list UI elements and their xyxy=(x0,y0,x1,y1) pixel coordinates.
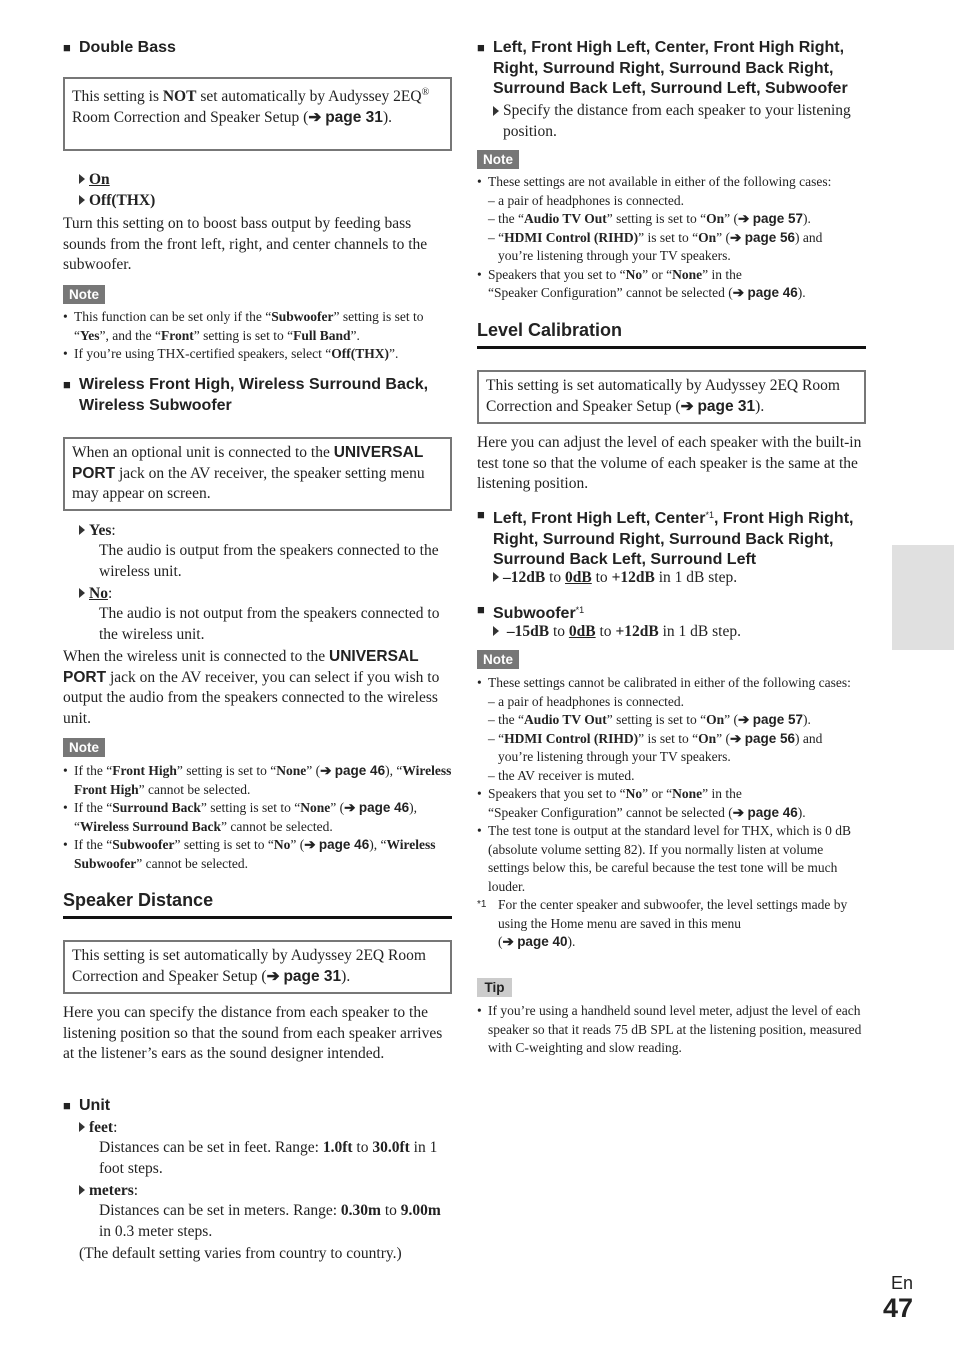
option-feet-description: Distances can be set in feet. Range: 1.0ft to 30.0ft in 1 foot steps. xyxy=(99,1139,438,1177)
speaker-distance-heading: Speaker Distance xyxy=(63,890,452,919)
triangle-bullet-icon xyxy=(79,1122,85,1132)
language-label: En xyxy=(890,1273,913,1293)
page-number: 47 xyxy=(883,1293,914,1323)
option-yes: Yes: xyxy=(79,521,452,542)
distance-speakers-heading: ■ Left, Front High Left, Center, Front High Right, Right, Surround Right, Surround Back Right, Surround Back Left, Surround Left, Subwoofer xyxy=(477,39,848,97)
speaker-distance-info-box: This setting is set automatically by Audyssey 2EQ Room Correction and Speaker Setup (➔ page 31). xyxy=(63,940,452,994)
default-setting-note: (The default setting varies from country to country.) xyxy=(79,1245,402,1262)
wireless-description: When the wireless unit is connected to the UNIVERSAL PORT jack on the AV receiver, you can select if you wish to output the audio from the speakers connected to the wireless unit. xyxy=(63,648,440,727)
triangle-bullet-icon xyxy=(79,1185,85,1195)
double-bass-description: Turn this setting on to boost bass output by feeding bass sounds from the front left, right, and center channels to the subwoofer. xyxy=(63,215,428,273)
triangle-bullet-icon xyxy=(79,588,85,598)
page-link[interactable]: page 46 xyxy=(318,837,370,852)
triangle-bullet-icon xyxy=(493,572,499,582)
triangle-bullet-icon xyxy=(79,195,85,205)
level-calibration-info-box: This setting is set automatically by Audyssey 2EQ Room Correction and Speaker Setup (➔ page 31). xyxy=(477,370,866,424)
page-link[interactable]: page 31 xyxy=(697,397,756,415)
triangle-bullet-icon xyxy=(493,626,499,636)
level-speakers-range: –12dB to 0dB to +12dB in 1 dB step. xyxy=(493,568,737,589)
option-no-description: The audio is not output from the speakers connected to the wireless unit. xyxy=(99,605,440,643)
triangle-bullet-icon xyxy=(79,174,85,184)
note-badge: Note xyxy=(63,285,105,304)
level-notes: • These settings cannot be calibrated in either of the following cases: – a pair of headphones is connected. – the “Audio TV Out” setting is set to “On” (➔ page 57). – “HDMI Control (RIHD)” is set to “On” (➔ page 56) and you’re listening through your TV speakers. – the AV receiver is muted. • Speakers that you set to “No” or “None” in the “Speaker Configuration” cannot be selected (➔ page 46). • The test tone is output at the standard level for THX, which is 0 dB (absolute volume setting 82). If you normally listen at volume settings below this, be careful because the test tone will be much louder. *1 For the center speaker and subwoofer, the level settings made by using the Home menu are saved in this menu (➔ page 40). xyxy=(477,675,852,949)
page-link[interactable]: page 57 xyxy=(752,712,804,727)
option-feet: feet: xyxy=(79,1118,117,1139)
note-badge: Note xyxy=(477,650,519,669)
speaker-distance-description: Here you can specify the distance from each speaker to the listening position so that the sound from each speaker arrives at the listener’s ears as the sound designer intended. xyxy=(63,1004,443,1062)
page-link[interactable]: page 56 xyxy=(744,229,795,245)
double-bass-notes: • This function can be set only if the “Subwoofer” setting is set to “Yes”, and the “Front” setting is set to “Full Band”. • If you’re using THX-certified speakers, select “Off(THX)”. xyxy=(63,309,424,361)
page-link[interactable]: page 31 xyxy=(283,967,342,985)
level-calibration-heading: Level Calibration xyxy=(477,320,866,349)
level-speakers-heading: ■ Left, Front High Left, Center$^{*1}$, Front High Right, Right, Surround Right, Surround Back Right, Surround Back Left, Surround Left xyxy=(477,507,854,568)
page-footer xyxy=(883,1272,913,1322)
page-link[interactable]: page 46 xyxy=(358,800,410,815)
double-bass-heading: ■ Double Bass xyxy=(63,39,176,56)
section-tab xyxy=(892,545,954,650)
distance-notes: • These settings are not available in either of the following cases: – a pair of headphones is connected. – the “Audio TV Out” setting is set to “On” (➔ page 57). – “HDMI Control (RIHD)” is set to “On” (➔ page 56) and you’re listening through your TV speakers. • Speakers that you set to “No” or “None” in the “Speaker Configuration” cannot be selected (➔ page 46). xyxy=(477,174,832,300)
triangle-bullet-icon xyxy=(79,525,85,535)
page-link[interactable]: page 46 xyxy=(334,763,386,778)
wireless-info-box: When an optional unit is connected to the UNIVERSAL PORT jack on the AV receiver, the speaker setting menu may appear on screen. xyxy=(63,437,452,511)
subwoofer-heading: ■ Subwoofer$^{*1}$ xyxy=(477,602,585,622)
option-meters: meters: xyxy=(79,1181,138,1202)
wireless-heading: ■ Wireless Front High, Wireless Surround Back, Wireless Subwoofer xyxy=(63,376,429,414)
option-no: No: xyxy=(79,584,112,605)
page-link[interactable]: page 46 xyxy=(747,804,798,820)
tip-text: • If you’re using a handheld sound level meter, adjust the level of each speaker so that it reads 75 dB SPL at the listening position, measured with C-weighting and slow reading. xyxy=(477,1003,862,1055)
double-bass-info-box: This setting is NOT set automatically by Audyssey 2EQ® Room Correction and Speaker Setup (➔ page 31). xyxy=(63,77,452,151)
subwoofer-range: –15dB to 0dB to +12dB in 1 dB step. xyxy=(493,622,741,643)
option-yes-description: The audio is output from the speakers connected to the wireless unit. xyxy=(99,542,439,580)
tip-badge: Tip xyxy=(477,978,512,997)
page-link[interactable]: page 57 xyxy=(752,211,804,226)
page-link[interactable]: page 40 xyxy=(517,934,568,949)
distance-speakers-description: Specify the distance from each speaker to your listening position. xyxy=(493,101,853,142)
arrow-icon: ➔ xyxy=(308,108,322,126)
level-calibration-description: Here you can adjust the level of each speaker with the built-in test tone so that the volume of each speaker is the same at the listening position. xyxy=(477,434,862,492)
page-link[interactable]: page 56 xyxy=(744,730,795,746)
page-link[interactable]: page 31 xyxy=(325,108,383,126)
page-link[interactable]: page 46 xyxy=(747,285,798,300)
wireless-notes: • If the “Front High” setting is set to “None” (➔ page 46), “Wireless Front High” cannot be selected. • If the “Surround Back” setting is set to “None” (➔ page 46), “Wireless Surround Back” cannot be selected. • If the “Subwoofer” setting is set to “No” (➔ page 46), “Wireless Subwoofer” cannot be selected. xyxy=(63,763,452,871)
option-meters-description: Distances can be set in meters. Range: 0.30m to 9.00m in 0.3 meter steps. xyxy=(99,1202,441,1240)
note-badge: Note xyxy=(63,738,105,757)
triangle-bullet-icon xyxy=(493,106,499,116)
option-on: On xyxy=(79,170,110,191)
note-badge: Note xyxy=(477,150,519,169)
option-off-thx: Off(THX) xyxy=(79,191,155,212)
unit-heading: ■ Unit xyxy=(63,1097,111,1114)
